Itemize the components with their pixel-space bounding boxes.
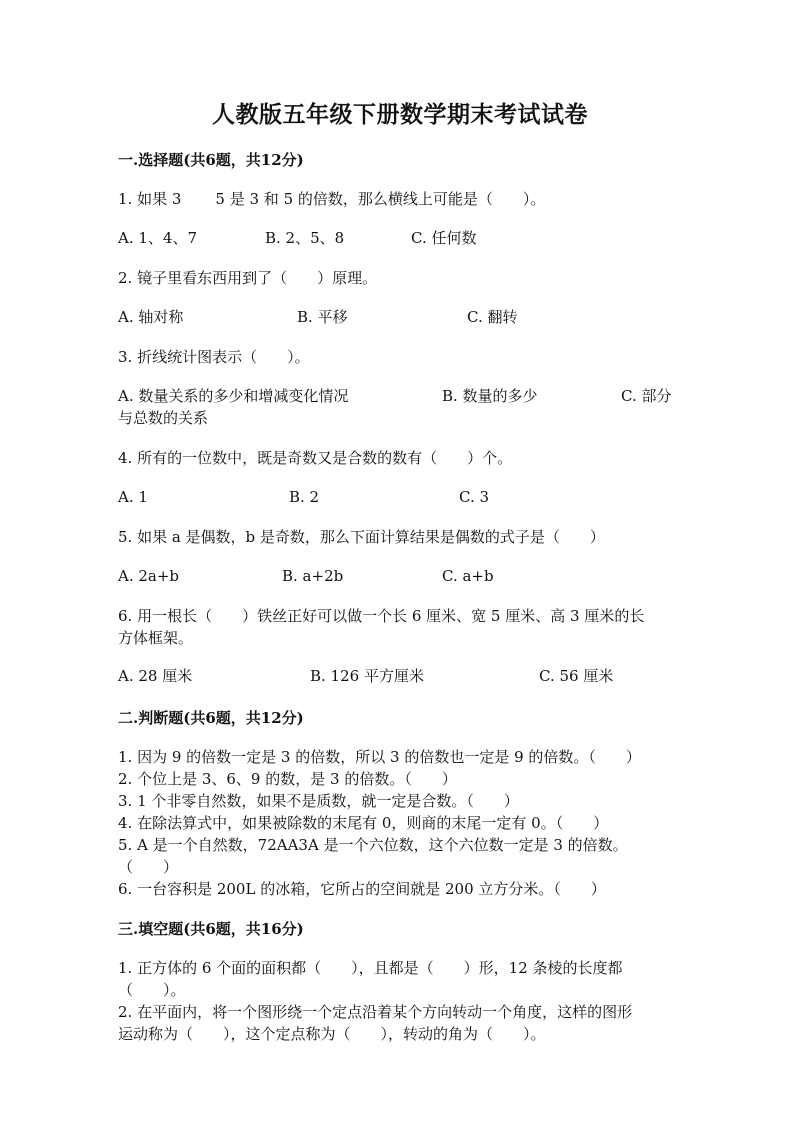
question-1-stem-part-b: 5 是 3 和 5 的倍数，那么横线上可能是（ ）。 <box>215 190 546 208</box>
question-6-stem-continued: 方体框架。 <box>118 629 194 647</box>
question-6-option-c: C. 56 厘米 <box>539 667 614 685</box>
judgment-line: 1. 因为 9 的倍数一定是 3 的倍数，所以 3 的倍数也一定是 9 的倍数。（ ） <box>118 748 641 766</box>
judgment-line: 3. 1 个非零自然数，如果不是质数，就一定是合数。（ ） <box>118 792 519 810</box>
judgment-line: （ ） <box>118 858 179 876</box>
section-heading-true-false: 二.判断题(共6题，共12分) <box>118 709 304 727</box>
question-3-option-c-continued: 与总数的关系 <box>118 409 209 427</box>
fill-blank-line: 运动称为（ ），这个定点称为（ ），转动的角为（ ）。 <box>118 1025 546 1043</box>
question-2-option-c: C. 翻转 <box>467 308 518 326</box>
question-1-stem <box>118 188 545 210</box>
question-5-option-c: C. a+b <box>442 567 494 585</box>
question-6-option-a: A. 28 厘米 <box>118 667 193 685</box>
judgment-line: 2. 个位上是 3、6、9 的数，是 3 的倍数。（ ） <box>118 770 457 788</box>
question-3-option-c: C. 部分 <box>621 387 672 405</box>
question-1-stem-part-a: 1. 如果 3 <box>118 190 182 208</box>
question-1-option-b: B. 2、5、8 <box>265 229 345 247</box>
question-2-option-a: A. 轴对称 <box>118 308 184 326</box>
question-6-option-b: B. 126 平方厘米 <box>310 667 424 685</box>
judgment-line: 5. A 是一个自然数，72AA3A 是一个六位数，这个六位数一定是 3 的倍数。 <box>118 836 628 854</box>
judgment-line: 6. 一台容积是 200L 的冰箱，它所占的空间就是 200 立方分米。（ ） <box>118 880 606 898</box>
question-2-stem: 2. 镜子里看东西用到了（ ）原理。 <box>118 269 378 287</box>
question-4-option-a: A. 1 <box>118 488 148 506</box>
question-5-option-a: A. 2a+b <box>118 567 180 585</box>
section-heading-choice: 一.选择题(共6题，共12分) <box>118 151 304 169</box>
question-6-stem: 6. 用一根长（ ）铁丝正好可以做一个长 6 厘米、宽 5 厘米、高 3 厘米的长 <box>118 607 645 625</box>
fill-blank-line: （ ）。 <box>118 981 186 999</box>
question-1-option-c: C. 任何数 <box>411 229 477 247</box>
fill-blank-line: 2. 在平面内，将一个图形绕一个定点沿着某个方向转动一个角度，这样的图形 <box>118 1003 633 1021</box>
question-4-option-c: C. 3 <box>459 488 490 506</box>
question-1-option-a: A. 1、4、7 <box>118 229 197 247</box>
question-2-option-b: B. 平移 <box>297 308 348 326</box>
question-3-option-a: A. 数量关系的多少和增减变化情况 <box>118 387 349 405</box>
question-3-stem: 3. 折线统计图表示（ ）。 <box>118 348 310 366</box>
question-3-option-b: B. 数量的多少 <box>442 387 538 405</box>
question-5-stem: 5. 如果 a 是偶数，b 是奇数，那么下面计算结果是偶数的式子是（ ） <box>118 528 605 546</box>
question-4-option-b: B. 2 <box>289 488 320 506</box>
exam-title: 人教版五年级下册数学期末考试试卷 <box>212 101 588 128</box>
section-heading-fill-blank: 三.填空题(共6题，共16分) <box>118 920 304 938</box>
question-5-option-b: B. a+2b <box>282 567 344 585</box>
judgment-line: 4. 在除法算式中，如果被除数的末尾有 0，则商的末尾一定有 0。（ ） <box>118 814 609 832</box>
question-4-stem: 4. 所有的一位数中，既是奇数又是合数的数有（ ）个。 <box>118 449 513 467</box>
fill-blank-line: 1. 正方体的 6 个面的面积都（ ），且都是（ ）形，12 条棱的长度都 <box>118 959 623 977</box>
